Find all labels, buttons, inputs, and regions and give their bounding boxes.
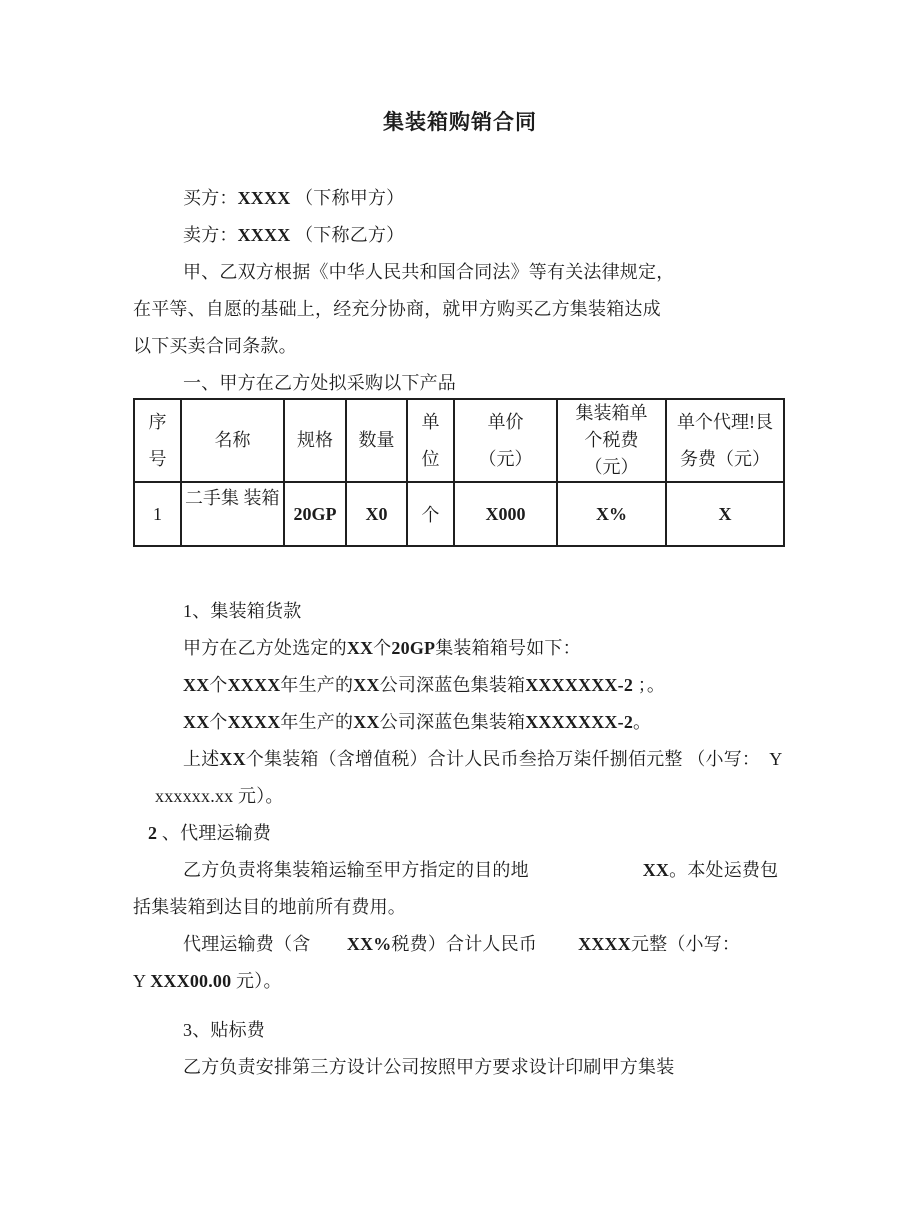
cell-spec: 20GP	[284, 482, 346, 546]
clause-2-title: 2 、代理运输费	[148, 823, 272, 843]
table-row	[134, 482, 784, 546]
clause-2-para-1: 乙方负责将集装箱运输至甲方指定的目的地 XX。本处运费包	[183, 860, 779, 880]
cell-name: 二手集 装箱	[181, 482, 284, 546]
clause-1-para-5: xxxxxx.xx 元）。	[155, 786, 284, 806]
cell-tax: X%	[557, 482, 666, 546]
header-index: 序 号	[134, 399, 181, 482]
seller-line: 卖方：XXXX （下称乙方）	[183, 225, 405, 245]
clause-3-title: 3、贴标费	[183, 1020, 265, 1040]
section-1-heading: 一、甲方在乙方处拟采购以下产品	[183, 373, 456, 393]
clause-1-para-2: XX个XXXX年生产的XX公司深蓝色集装箱XXXXXXX-2 ；。	[183, 675, 666, 695]
header-spec: 规格	[284, 399, 346, 482]
clause-2-para-3: 代理运输费（含 XX%税费）合计人民币 XXXX元整（小写：	[183, 934, 741, 954]
legal-line-2: 在平等、自愿的基础上，经充分协商，就甲方购买乙方集装箱达成	[133, 299, 661, 319]
buyer-line: 买方：XXXX （下称甲方）	[183, 188, 405, 208]
header-name: 名称	[181, 399, 284, 482]
clauses-block	[133, 593, 787, 1000]
clause-3-para-1: 乙方负责安排第三方设计公司按照甲方要求设计印刷甲方集装	[183, 1057, 675, 1077]
clause-1-title: 1、集装箱货款	[183, 601, 302, 621]
clause-2-para-2: 括集装箱到达目的地前所有费用。	[133, 897, 406, 917]
table-header-row	[134, 399, 784, 482]
header-unit: 单 位	[407, 399, 454, 482]
header-quantity: 数量	[346, 399, 407, 482]
legal-line-3: 以下买卖合同条款。	[133, 336, 297, 356]
clause-2-para-4: Y XXX00.00 元）。	[133, 971, 282, 991]
intro-block	[133, 180, 787, 402]
clause-1-para-1: 甲方在乙方处选定的XX个20GP集装箱箱号如下：	[183, 638, 581, 658]
header-tax-per-container: 集装箱单 个税费 （元）	[557, 399, 666, 482]
clause-1-para-3: XX个XXXX年生产的XX公司深蓝色集装箱XXXXXXX-2。	[183, 712, 652, 732]
cell-agency-fee: X	[666, 482, 784, 546]
cell-quantity: X0	[346, 482, 407, 546]
cell-unit: 个	[407, 482, 454, 546]
document-title: 集装箱购销合同	[383, 111, 537, 134]
cell-unit-price: X000	[454, 482, 557, 546]
legal-line-1: 甲、乙双方根据《中华人民共和国合同法》等有关法律规定，	[183, 262, 675, 282]
cell-index: 1	[134, 482, 181, 546]
header-agency-fee: 单个代理!艮 务费（元）	[666, 399, 784, 482]
products-table	[133, 398, 785, 547]
clause-3-block	[133, 1012, 787, 1086]
header-unit-price: 单价 （元）	[454, 399, 557, 482]
clause-1-para-4: 上述XX个集装箱（含增值税）合计人民币叁拾万柒仟捌佰元整 （小写： Y	[183, 749, 783, 769]
